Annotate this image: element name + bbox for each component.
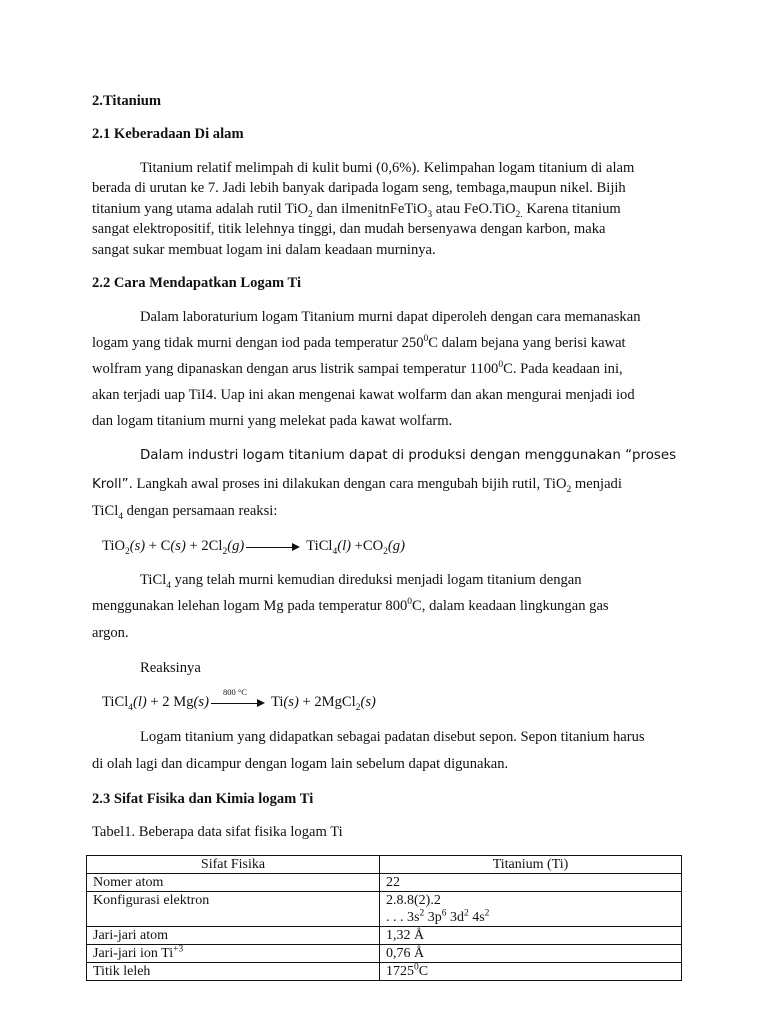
reaction-equation-1: $TiO_2(s) + C(s) + 2Cl_2(g)$ TiCl$_4$(l) $+CO_2(g)$	[102, 538, 405, 557]
paragraph-line: dan logam titanium murni yang melekat pada kawat wolfarm.	[92, 413, 453, 429]
table-row	[87, 963, 682, 981]
paragraph-line: di olah lagi dan dicampur dengan logam lain sebelum dapat digunakan.	[92, 756, 509, 772]
table-row	[87, 874, 682, 892]
paragraph-line: logam yang tidak murni dengan iod pada temperatur $250^0C$ dalam bejana yang berisi kawat	[92, 334, 626, 351]
paragraph-line: Dalam laboraturium logam Titanium murni dapat diperoleh dengan cara memanaskan	[140, 309, 641, 325]
section-2-1-heading: 2.1 Keberadaan Di alam	[92, 126, 244, 142]
table-cell: 1725$^0$C	[380, 963, 682, 981]
paragraph-line: wolfram yang dipanaskan dengan arus listrik sampai temperatur 1100$^0$C. Pada keadaan ini,	[92, 360, 623, 377]
paragraph-line: Titanium relatif melimpah di kulit bumi (0,6%). Kelimpahan logam titanium di alam	[140, 160, 635, 176]
properties-table	[86, 855, 682, 981]
table-header-cell: Titanium (Ti)	[380, 856, 682, 874]
table-header-cell: Sifat Fisika	[87, 856, 380, 874]
table-cell: Jari-jari atom	[87, 927, 380, 945]
paragraph-line: sangat elektropositif, titik lelehnya tinggi, dan mudah bersenyawa dengan karbon, maka	[92, 221, 606, 237]
paragraph-line: argon.	[92, 625, 129, 641]
table-row	[87, 892, 682, 927]
paragraph-line: sangat sukar membuat logam ini dalam keadaan murninya.	[92, 242, 436, 258]
table-cell: Jari-jari ion $Ti^{+3}$	[87, 945, 380, 963]
table-cell: Titik leleh	[87, 963, 380, 981]
reaction-arrow-icon	[246, 542, 300, 552]
table-row	[87, 927, 682, 945]
paragraph-line: TiCl$_4$ yang telah murni kemudian direduksi menjadi logam titanium dengan	[140, 572, 582, 591]
section-2-2-heading: 2.2 Cara Mendapatkan Logam Ti	[92, 275, 302, 291]
page-title: 2.Titanium	[92, 93, 162, 109]
paragraph-line: Logam titanium yang didapatkan sebagai padatan disebut sepon. Sepon titanium harus	[140, 729, 645, 745]
table-header-row	[87, 856, 682, 874]
section-2-3-heading: 2.3 Sifat Fisika dan Kimia logam Ti	[92, 791, 314, 807]
table-cell: 1,32 Å	[380, 927, 682, 945]
paragraph-line: Dalam industri logam titanium dapat di produksi dengan menggunakan “proses	[140, 448, 677, 463]
table-caption: Tabel1. Beberapa data sifat fisika logam Ti	[92, 824, 343, 840]
paragraph-line: berada di urutan ke 7. Jadi lebih banyak daripada logam seng, tembaga,maupun nikel. Bijih	[92, 180, 626, 196]
reaction-arrow-icon: 800 °C	[211, 698, 265, 708]
table-cell: 2.8.8(2).2 . . . $3s^2$ $3p^6$ $3d^2$ $4s^2$	[380, 892, 682, 927]
table-cell: Konfigurasi elektron	[87, 892, 380, 927]
table-cell: Nomer atom	[87, 874, 380, 892]
reaksinya-label: Reaksinya	[140, 660, 201, 676]
table-cell: 0,76 Å	[380, 945, 682, 963]
table-row	[87, 945, 682, 963]
paragraph-line: titanium yang utama adalah rutil TiO$_2$ dan ilmenitnFeTiO$_3$ atau FeO.TiO$_{2.}$ Karena titanium	[92, 201, 621, 220]
paragraph-line: Kroll”. Langkah awal proses ini dilakukan dengan cara mengubah bijih rutil, TiO$_2$ menjadi	[92, 476, 622, 495]
reaction-equation-2: TiCl$_4$(l) + 2 Mg(s) 800 °C Ti(s) + 2MgCl$_2$(s)	[102, 686, 376, 713]
table-cell: 22	[380, 874, 682, 892]
paragraph-line: menggunakan lelehan logam Mg pada temperatur $800^0C$, dalam keadaan lingkungan gas	[92, 597, 609, 614]
paragraph-line: akan terjadi uap TiI4. Uap ini akan mengenai kawat wolfarm dan akan mengurai menjadi iod	[92, 387, 635, 403]
paragraph-line: TiCl$_4$ dengan persamaan reaksi:	[92, 503, 278, 522]
